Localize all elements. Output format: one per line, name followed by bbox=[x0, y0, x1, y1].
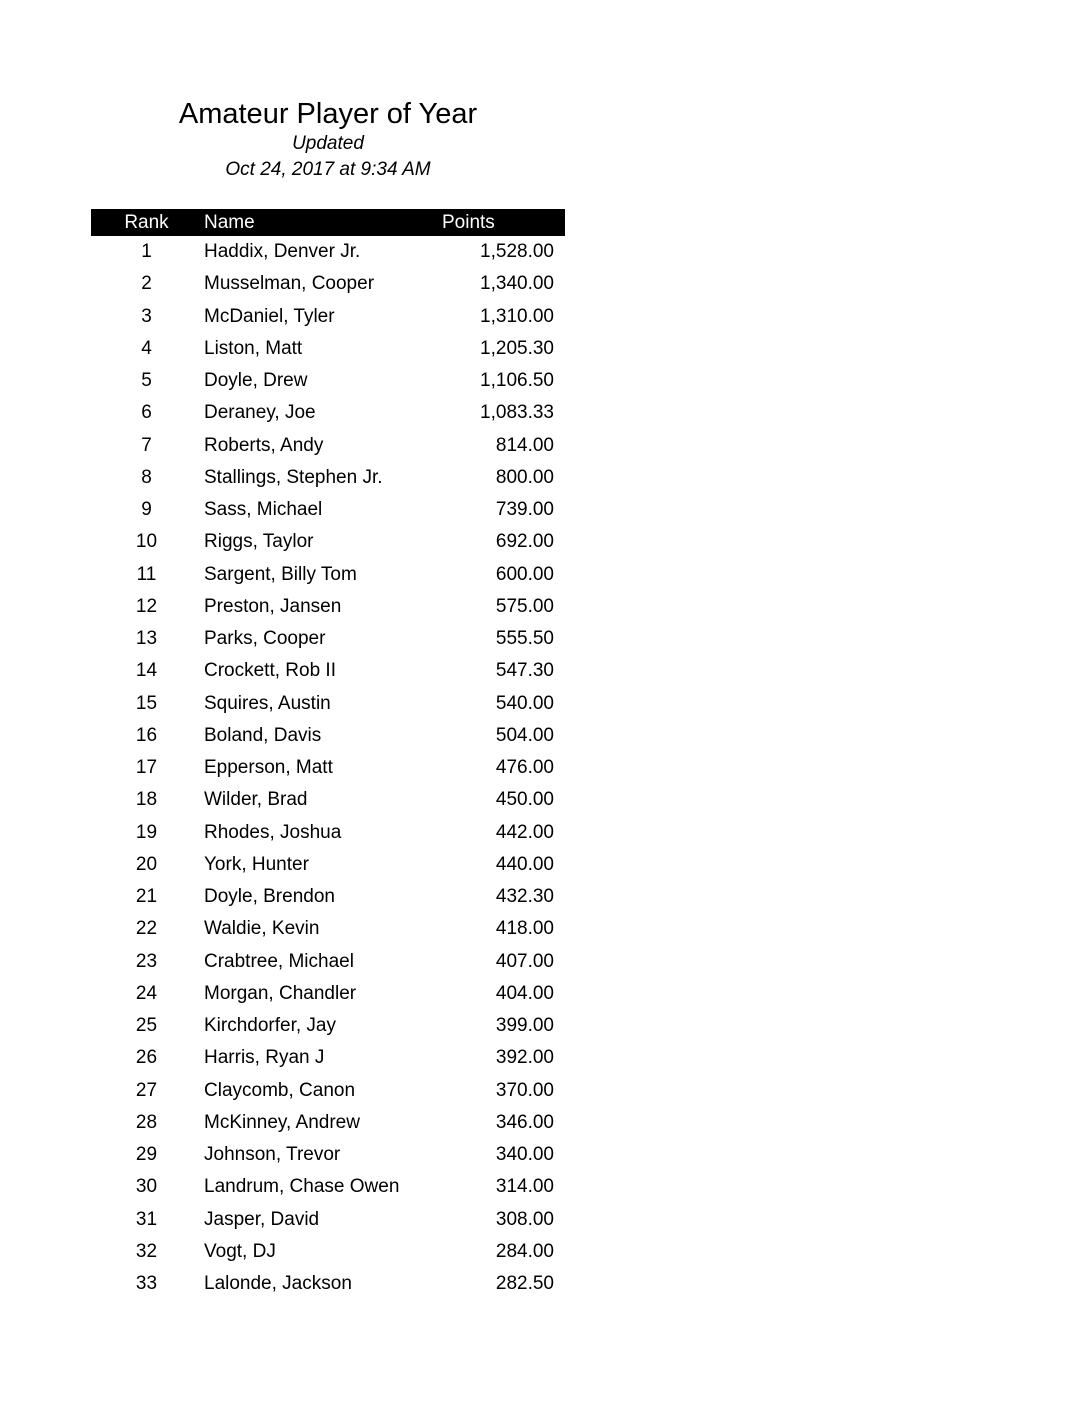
table-header bbox=[91, 209, 565, 236]
table-row bbox=[91, 979, 565, 1011]
points-cell: 575.00 bbox=[495, 595, 554, 617]
points-cell: 555.50 bbox=[495, 628, 554, 649]
table-row bbox=[91, 689, 565, 721]
points-cell: 1,205.30 bbox=[480, 337, 554, 359]
table-row bbox=[91, 947, 565, 979]
table-row bbox=[91, 656, 565, 688]
name-cell: Rhodes, Joshua bbox=[204, 821, 342, 843]
table-row bbox=[91, 560, 565, 592]
rank-cell: 20 bbox=[135, 853, 158, 875]
rank-cell: 15 bbox=[135, 692, 158, 714]
column-header-rank: Rank bbox=[124, 212, 169, 233]
table-row bbox=[91, 1043, 565, 1075]
points-cell: 814.00 bbox=[495, 434, 554, 456]
rank-cell: 32 bbox=[135, 1240, 158, 1262]
points-cell: 370.00 bbox=[495, 1079, 554, 1101]
name-cell: McDaniel, Tyler bbox=[204, 305, 335, 327]
table-row bbox=[91, 1011, 565, 1043]
rank-cell: 28 bbox=[135, 1111, 158, 1133]
points-cell: 600.00 bbox=[495, 563, 554, 585]
rank-cell: 29 bbox=[135, 1144, 158, 1165]
points-cell: 800.00 bbox=[495, 466, 554, 488]
table-row bbox=[91, 269, 565, 301]
name-cell: Jasper, David bbox=[204, 1208, 320, 1230]
name-cell: Epperson, Matt bbox=[204, 757, 333, 778]
rank-cell: 14 bbox=[135, 660, 158, 682]
rank-cell: 9 bbox=[141, 499, 152, 520]
points-cell: 450.00 bbox=[495, 789, 554, 811]
points-cell: 399.00 bbox=[495, 1015, 554, 1036]
points-cell: 739.00 bbox=[495, 499, 554, 520]
table-row bbox=[91, 1205, 565, 1237]
rank-cell: 7 bbox=[141, 434, 152, 456]
rank-cell: 5 bbox=[141, 370, 152, 391]
name-cell: Musselman, Cooper bbox=[204, 273, 375, 295]
rank-cell: 10 bbox=[135, 531, 158, 553]
column-header-name: Name bbox=[204, 212, 255, 233]
table-row bbox=[91, 431, 565, 463]
table-row bbox=[91, 1269, 565, 1301]
rank-cell: 11 bbox=[136, 563, 157, 585]
name-cell: Claycomb, Canon bbox=[204, 1079, 356, 1101]
name-cell: Lalonde, Jackson bbox=[204, 1273, 352, 1294]
rank-cell: 12 bbox=[135, 595, 158, 617]
name-cell: Doyle, Brendon bbox=[204, 886, 335, 907]
points-cell: 407.00 bbox=[495, 950, 554, 972]
points-cell: 282.50 bbox=[495, 1273, 554, 1294]
standings-table bbox=[91, 209, 565, 1301]
name-cell: Johnson, Trevor bbox=[204, 1144, 341, 1165]
table-row bbox=[91, 624, 565, 656]
rank-cell: 25 bbox=[135, 1015, 158, 1036]
points-cell: 1,340.00 bbox=[480, 273, 554, 295]
name-cell: Riggs, Taylor bbox=[204, 531, 314, 553]
table-body bbox=[91, 236, 565, 1301]
table-row bbox=[91, 785, 565, 817]
points-cell: 1,310.00 bbox=[480, 305, 554, 327]
points-cell: 1,083.33 bbox=[480, 402, 554, 424]
table-row bbox=[91, 882, 565, 914]
name-cell: Harris, Ryan J bbox=[204, 1047, 325, 1069]
rank-cell: 19 bbox=[135, 821, 158, 843]
rank-cell: 3 bbox=[141, 305, 152, 327]
name-cell: Preston, Jansen bbox=[204, 595, 342, 617]
name-cell: Doyle, Drew bbox=[204, 370, 308, 391]
table-row bbox=[91, 914, 565, 946]
rank-cell: 8 bbox=[141, 466, 152, 488]
table-row bbox=[91, 237, 565, 269]
table-row bbox=[91, 592, 565, 624]
points-cell: 346.00 bbox=[495, 1111, 554, 1133]
rank-cell: 21 bbox=[135, 886, 158, 907]
table-row bbox=[91, 721, 565, 753]
name-cell: McKinney, Andrew bbox=[204, 1111, 360, 1133]
points-cell: 432.30 bbox=[495, 886, 554, 907]
points-cell: 442.00 bbox=[495, 821, 554, 843]
rank-cell: 22 bbox=[135, 918, 158, 940]
rank-cell: 24 bbox=[135, 982, 158, 1004]
points-cell: 418.00 bbox=[495, 918, 554, 940]
table-row bbox=[91, 850, 565, 882]
rank-cell: 17 bbox=[135, 757, 158, 778]
table-row bbox=[91, 463, 565, 495]
name-cell: Kirchdorfer, Jay bbox=[204, 1015, 336, 1036]
name-cell: Sargent, Billy Tom bbox=[204, 563, 357, 585]
name-cell: Waldie, Kevin bbox=[204, 918, 320, 940]
points-cell: 1,106.50 bbox=[480, 370, 554, 391]
points-cell: 540.00 bbox=[495, 692, 554, 714]
rank-cell: 33 bbox=[135, 1273, 158, 1294]
name-cell: Wilder, Brad bbox=[204, 789, 308, 811]
points-cell: 392.00 bbox=[495, 1047, 554, 1069]
rank-cell: 2 bbox=[141, 273, 152, 295]
name-cell: York, Hunter bbox=[204, 853, 309, 875]
table-row bbox=[91, 495, 565, 527]
table-row bbox=[91, 1140, 565, 1172]
name-cell: Boland, Davis bbox=[204, 724, 322, 746]
points-cell: 340.00 bbox=[495, 1144, 554, 1165]
rank-cell: 16 bbox=[135, 724, 158, 746]
name-cell: Landrum, Chase Owen bbox=[204, 1176, 400, 1198]
rank-cell: 31 bbox=[135, 1208, 158, 1230]
points-cell: 1,528.00 bbox=[480, 241, 554, 262]
points-cell: 504.00 bbox=[495, 724, 554, 746]
column-header-points: Points bbox=[442, 212, 495, 233]
name-cell: Sass, Michael bbox=[204, 499, 323, 520]
rank-cell: 23 bbox=[135, 950, 158, 972]
rank-cell: 27 bbox=[135, 1079, 158, 1101]
name-cell: Squires, Austin bbox=[204, 692, 331, 714]
name-cell: Crockett, Rob II bbox=[204, 660, 336, 682]
points-cell: 314.00 bbox=[495, 1176, 554, 1198]
table-row bbox=[91, 334, 565, 366]
name-cell: Haddix, Denver Jr. bbox=[204, 241, 361, 262]
table-row bbox=[91, 1172, 565, 1204]
rank-cell: 30 bbox=[135, 1176, 158, 1198]
updated-timestamp: Oct 24, 2017 at 9:34 AM bbox=[225, 159, 431, 180]
table-row bbox=[91, 398, 565, 430]
rank-cell: 18 bbox=[135, 789, 158, 811]
table-row bbox=[91, 527, 565, 559]
points-cell: 547.30 bbox=[495, 660, 554, 682]
rank-cell: 13 bbox=[135, 628, 158, 649]
points-cell: 440.00 bbox=[495, 853, 554, 875]
name-cell: Liston, Matt bbox=[204, 337, 303, 359]
updated-label: Updated bbox=[292, 133, 364, 154]
name-cell: Morgan, Chandler bbox=[204, 982, 357, 1004]
table-row bbox=[91, 1108, 565, 1140]
name-cell: Stallings, Stephen Jr. bbox=[204, 466, 383, 488]
rank-cell: 1 bbox=[141, 241, 152, 262]
name-cell: Roberts, Andy bbox=[204, 434, 324, 456]
rank-cell: 4 bbox=[141, 337, 152, 359]
page-title: Amateur Player of Year bbox=[178, 98, 478, 130]
table-row bbox=[91, 1076, 565, 1108]
points-cell: 308.00 bbox=[495, 1208, 554, 1230]
points-cell: 284.00 bbox=[495, 1240, 554, 1262]
points-cell: 692.00 bbox=[495, 531, 554, 553]
table-row bbox=[91, 753, 565, 785]
points-cell: 404.00 bbox=[495, 982, 554, 1004]
rank-cell: 6 bbox=[141, 402, 152, 424]
table-row bbox=[91, 1237, 565, 1269]
table-row bbox=[91, 302, 565, 334]
table-row bbox=[91, 818, 565, 850]
name-cell: Parks, Cooper bbox=[204, 628, 326, 649]
rank-cell: 26 bbox=[135, 1047, 158, 1069]
points-cell: 476.00 bbox=[495, 757, 554, 778]
name-cell: Vogt, DJ bbox=[204, 1240, 276, 1262]
table-row bbox=[91, 366, 565, 398]
name-cell: Crabtree, Michael bbox=[204, 950, 354, 972]
name-cell: Deraney, Joe bbox=[204, 402, 316, 424]
